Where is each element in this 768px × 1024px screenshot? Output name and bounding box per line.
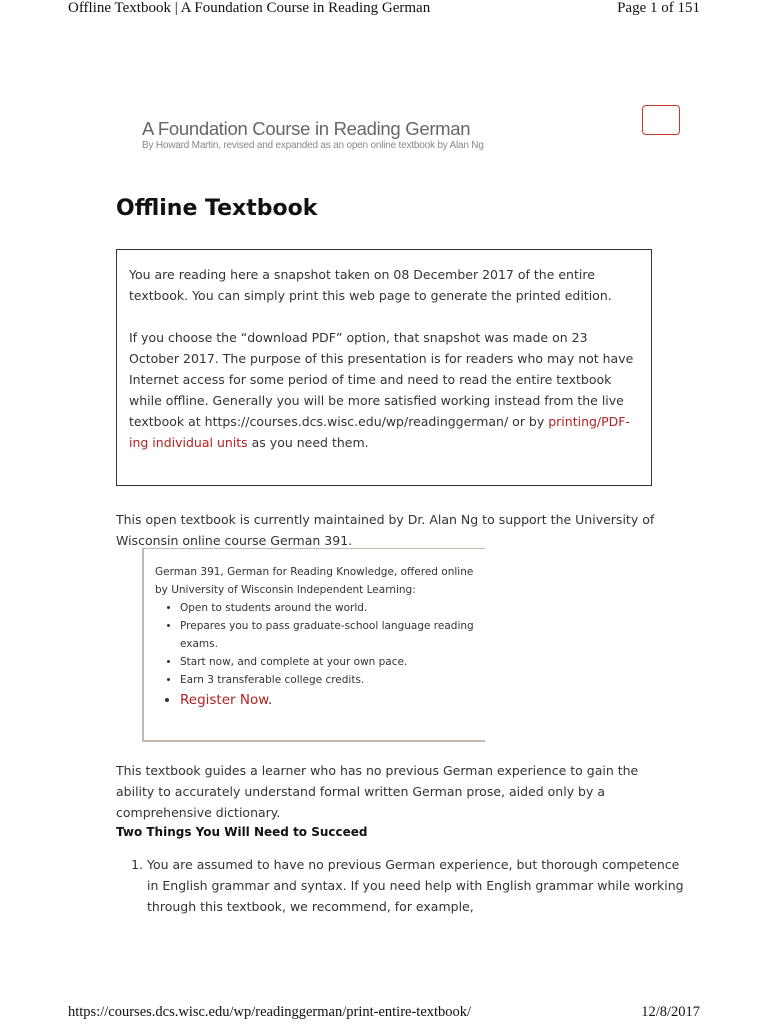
- notice-paragraph-2: [129, 327, 639, 453]
- section-heading: Two Things You Will Need to Succeed: [116, 825, 368, 839]
- promo-item: • Open to students around the world.: [180, 599, 475, 617]
- promo-item: • Earn 3 transferable college credits.: [180, 671, 475, 689]
- print-units-link[interactable]: printing/PDF-ing individual units: [129, 414, 631, 450]
- register-tail: .: [268, 692, 273, 708]
- notice-paragraph-2-tail: as you need them.: [247, 435, 369, 450]
- steps-list: [116, 854, 687, 917]
- maintained-paragraph: This open textbook is currently maintained by Dr. Alan Ng to support the University of Wisconsin online course German 391.: [116, 512, 655, 548]
- step-item: 1. You are assumed to have no previous German experience, but thorough competence in English grammar and syntax. If you need help with English grammar while working through this textbook, we recommend, for example,: [147, 854, 687, 917]
- promo-intro: German 391, German for Reading Knowledge, offered online by University of Wisconsin Independent Learning:: [155, 566, 474, 596]
- print-page-number: Page 1 of 151: [617, 0, 700, 16]
- site-title[interactable]: A Foundation Course in Reading German: [142, 118, 471, 139]
- promo-item: • Prepares you to pass graduate-school language reading exams.: [180, 617, 475, 653]
- page-title: Offline Textbook: [116, 196, 318, 221]
- print-header-title: Offline Textbook | A Foundation Course in Reading German: [68, 0, 431, 16]
- print-footer-url: https://courses.dcs.wisc.edu/wp/readinggerman/print-entire-textbook/: [68, 1004, 472, 1020]
- promo-list: [155, 599, 475, 711]
- notice-paragraph-2-text: If you choose the “download PDF” option, that snapshot was made on 23 October 2017. The purpose of this presentation is for readers who may not have Internet access for some period of time and need to read the entire textbook while offline. Generally you will be more satisfied working instead from the live textbook at https://courses.dcs.wisc.edu/wp/readinggerman/ or by: [129, 330, 634, 429]
- print-footer-date: 12/8/2017: [641, 1004, 700, 1020]
- course-promo: [142, 548, 485, 742]
- site-subtitle: By Howard Martin, revised and expanded as an open online textbook by Alan Ng: [142, 140, 484, 151]
- guide-paragraph: This textbook guides a learner who has no previous German experience to gain the ability to accurately understand formal written German prose, aided only by a comprehensive dictionary.: [116, 763, 639, 820]
- promo-item: • Start now, and complete at your own pace.: [180, 653, 475, 671]
- print-header: [68, 0, 700, 17]
- notice-box: [116, 249, 652, 486]
- register-now-link[interactable]: Register Now: [180, 692, 269, 708]
- promo-item-register: [180, 689, 475, 711]
- menu-toggle-button[interactable]: [642, 105, 680, 135]
- print-footer: [68, 1004, 700, 1021]
- notice-paragraph-1: You are reading here a snapshot taken on 08 December 2017 of the entire textbook. You can simply print this web page to generate the printed edition.: [129, 267, 612, 303]
